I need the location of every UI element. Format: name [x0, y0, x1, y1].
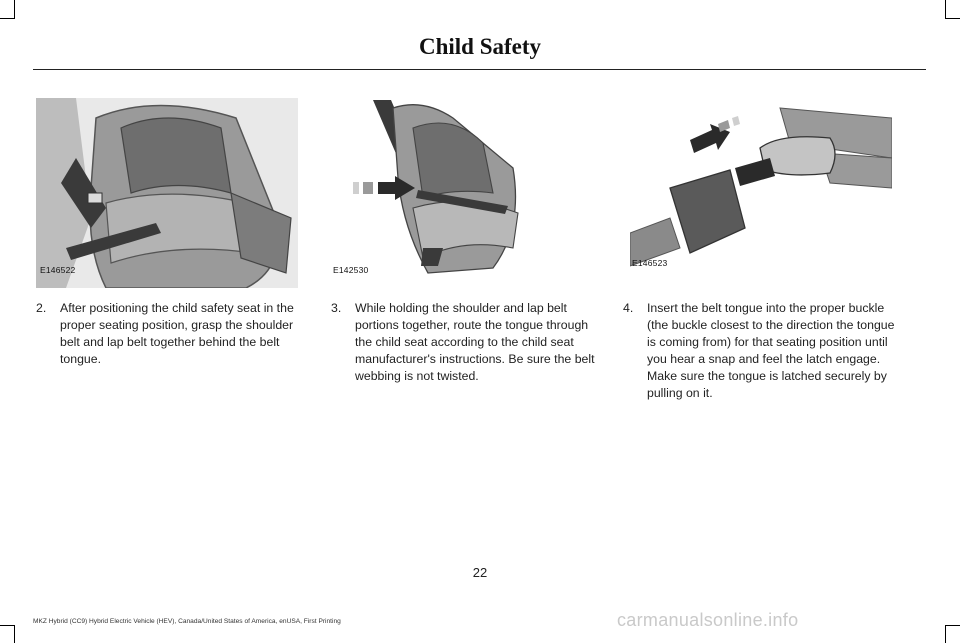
figure-route-belt — [333, 98, 595, 288]
crop-mark-bottom-left-h — [0, 625, 15, 626]
step-number: 4. — [623, 301, 634, 315]
figure-id-label: E146523 — [632, 258, 668, 268]
step-4 — [623, 300, 897, 402]
watermark: carmanualsonline.info — [617, 610, 799, 630]
crop-mark-top-right-h — [945, 18, 960, 19]
crop-mark-bottom-left-v — [14, 625, 15, 643]
crop-mark-bottom-right-v — [945, 625, 946, 643]
footer-text: MKZ Hybrid (CC9) Hybrid Electric Vehicle (HEV), Canada/United States of America, enUSA, First Printing — [33, 618, 341, 625]
step-2 — [36, 300, 304, 368]
crop-mark-bottom-right-h — [945, 625, 960, 626]
header-rule — [33, 69, 926, 70]
figure-insert-tongue — [630, 98, 892, 288]
figure-id-label: E146522 — [40, 265, 76, 275]
step-3 — [331, 300, 601, 385]
route-belt-illustration — [333, 98, 595, 288]
step-number: 3. — [331, 301, 342, 315]
page-number: 22 — [472, 565, 488, 580]
crop-mark-top-left-v — [14, 0, 15, 18]
child-seat-belt-illustration — [36, 98, 298, 288]
crop-mark-top-right-v — [945, 0, 946, 18]
figure-child-seat-belts — [36, 98, 298, 288]
insert-tongue-illustration — [630, 98, 892, 288]
page-title: Child Safety — [418, 34, 542, 59]
crop-mark-top-left-h — [0, 18, 15, 19]
step-text: After positioning the child safety seat in the proper seating position, grasp the shoulder belt and lap belt together behind the belt tongue. — [60, 301, 294, 366]
figure-id-label: E142530 — [333, 265, 369, 275]
step-text: Insert the belt tongue into the proper buckle (the buckle closest to the direction the tongue is coming from) for that seating position until you hear a snap and feel the latch engage. Make sure the tongue is latched securely by pulling on it. — [647, 301, 895, 400]
step-number: 2. — [36, 301, 47, 315]
step-text: While holding the shoulder and lap belt portions together, route the tongue through the child seat according to the child seat manufacturer's instructions. Be sure the belt webbing is not twisted. — [355, 301, 595, 383]
